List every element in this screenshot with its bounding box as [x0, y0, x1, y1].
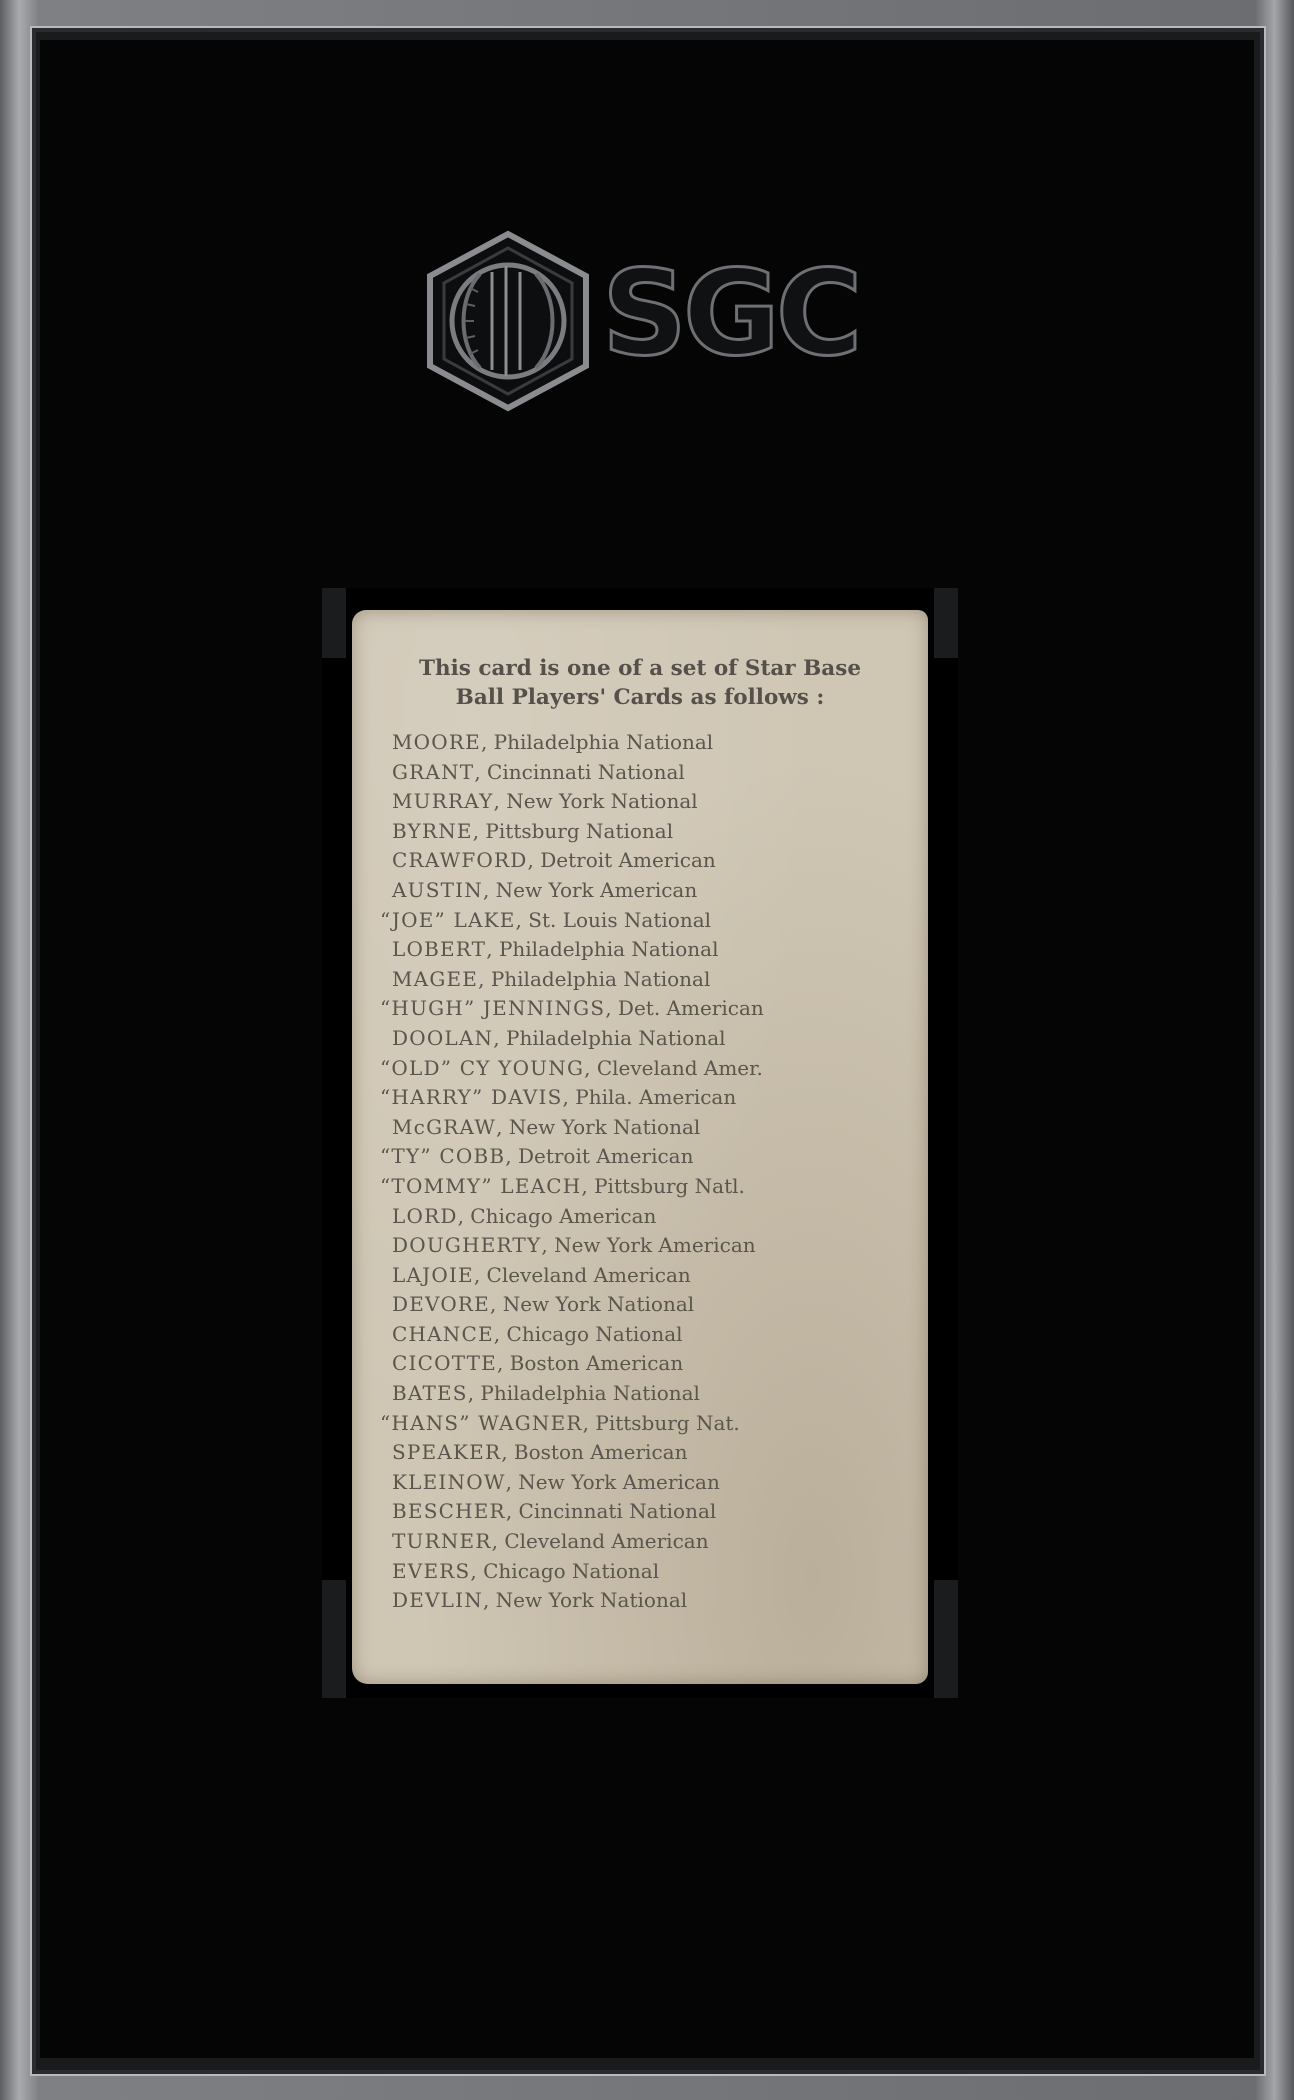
player-name: “OLD” CY YOUNG [380, 1055, 585, 1080]
well-notch-bottom-left [322, 1580, 346, 1698]
checklist-row [380, 1172, 920, 1202]
player-name: LOBERT [392, 937, 487, 962]
player-name: GRANT [392, 759, 475, 784]
player-name: “HUGH” JENNINGS [380, 996, 606, 1021]
player-name: DOOLAN [392, 1025, 494, 1050]
checklist-row [380, 1202, 920, 1232]
checklist-row [380, 1290, 920, 1320]
player-name: TURNER [392, 1529, 492, 1554]
sgc-baseball-hexagon-icon [420, 228, 596, 414]
player-team: , New York American [482, 877, 698, 902]
checklist-row [380, 876, 920, 906]
checklist-row [380, 1438, 920, 1468]
player-team: , New York American [541, 1233, 756, 1258]
checklist-row [380, 1497, 920, 1527]
player-name: LORD [392, 1203, 458, 1228]
player-team: , Philadelphia National [480, 730, 714, 754]
player-name: DOUGHERTY [392, 1233, 542, 1258]
player-team: , Phila. American [562, 1085, 737, 1110]
player-name: MAGEE [392, 966, 479, 991]
player-team: , Philadelphia National [478, 966, 711, 991]
player-team: , Chicago American [457, 1203, 657, 1228]
well-notch-bottom-right [934, 1580, 958, 1698]
player-team: , Chicago National [493, 1321, 683, 1346]
player-name: CHANCE [392, 1321, 494, 1346]
player-name: MURRAY [392, 789, 494, 814]
player-name: MOORE [392, 730, 481, 754]
checklist-row [380, 935, 920, 965]
player-team: , Boston American [501, 1440, 688, 1465]
checklist-row [380, 1231, 920, 1261]
sgc-wordmark: SGC [602, 244, 859, 382]
checklist-row [380, 906, 920, 936]
player-team: , Cleveland American [473, 1262, 691, 1287]
checklist-row [380, 1349, 920, 1379]
checklist-row [380, 1113, 920, 1143]
player-name: EVERS [392, 1558, 471, 1583]
player-name: CRAWFORD [392, 848, 528, 873]
checklist-row [380, 846, 920, 876]
checklist-row [380, 1142, 920, 1172]
player-name: KLEINOW [392, 1469, 506, 1494]
player-name: “JOE” LAKE [380, 907, 516, 932]
player-name: “HARRY” DAVIS [380, 1085, 563, 1110]
well-notch-top-left [322, 588, 346, 658]
sgc-logo [420, 228, 880, 414]
checklist-row [380, 1557, 920, 1587]
checklist-row [380, 1320, 920, 1350]
player-name: DEVLIN [392, 1588, 483, 1613]
checklist-row [380, 1083, 920, 1113]
player-team: , Philadelphia National [467, 1381, 700, 1406]
player-team: , New York National [489, 1292, 695, 1317]
player-name: CICOTTE [392, 1351, 497, 1376]
player-team: , Pittsburg National [472, 818, 674, 843]
card-header-line-1: This card is one of a set of Star Base [419, 656, 861, 681]
player-name: “TY” COBB [380, 1144, 506, 1169]
checklist-row [380, 787, 920, 817]
checklist-row [380, 994, 920, 1024]
player-name: AUSTIN [392, 877, 483, 902]
card-header-line-2: Ball Players' Cards as follows : [455, 685, 825, 710]
player-name: “TOMMY” LEACH [380, 1173, 582, 1198]
player-name: DEVORE [392, 1292, 490, 1317]
baseball-card-back [352, 610, 928, 1684]
player-team: , New York National [482, 1588, 688, 1613]
player-team: , Pittsburg Nat. [582, 1410, 740, 1435]
player-name: BYRNE [392, 818, 473, 843]
checklist-row [380, 728, 920, 758]
player-name: BATES [392, 1381, 468, 1406]
checklist-row [380, 1586, 920, 1616]
checklist-row [380, 1409, 920, 1439]
player-team: , New York American [505, 1469, 720, 1494]
player-team: , Cleveland Amer. [584, 1055, 763, 1080]
card-header [352, 654, 928, 712]
checklist-row [380, 1527, 920, 1557]
player-name: LAJOIE [392, 1262, 474, 1287]
player-team: , Det. American [605, 996, 764, 1021]
player-team: , Detroit American [527, 848, 716, 873]
checklist-row [380, 817, 920, 847]
well-notch-top-right [934, 588, 958, 658]
player-team: , Chicago National [470, 1558, 660, 1583]
checklist-row [380, 965, 920, 995]
player-team: , New York National [493, 789, 698, 814]
player-team: , Philadelphia National [493, 1025, 726, 1050]
checklist-row [380, 758, 920, 788]
player-team: , St. Louis National [515, 907, 712, 932]
player-team: , Philadelphia National [486, 937, 719, 962]
checklist-row [380, 1024, 920, 1054]
player-team: , Detroit American [505, 1144, 694, 1169]
player-team: , Boston American [496, 1351, 684, 1376]
player-name: SPEAKER [392, 1440, 502, 1465]
player-team: , Cleveland American [491, 1529, 709, 1554]
player-team: , Cincinnati National [474, 759, 685, 784]
player-name: McGRAW [392, 1114, 497, 1139]
checklist-row [380, 1261, 920, 1291]
player-name: BESCHER [392, 1499, 506, 1524]
player-name: “HANS” WAGNER [380, 1410, 583, 1435]
player-team: , Pittsburg Natl. [581, 1173, 745, 1198]
player-team: , New York National [496, 1114, 701, 1139]
checklist-row [380, 1054, 920, 1084]
player-checklist [380, 728, 920, 1616]
checklist-row [380, 1379, 920, 1409]
checklist-row [380, 1468, 920, 1498]
player-team: , Cincinnati National [505, 1499, 717, 1524]
